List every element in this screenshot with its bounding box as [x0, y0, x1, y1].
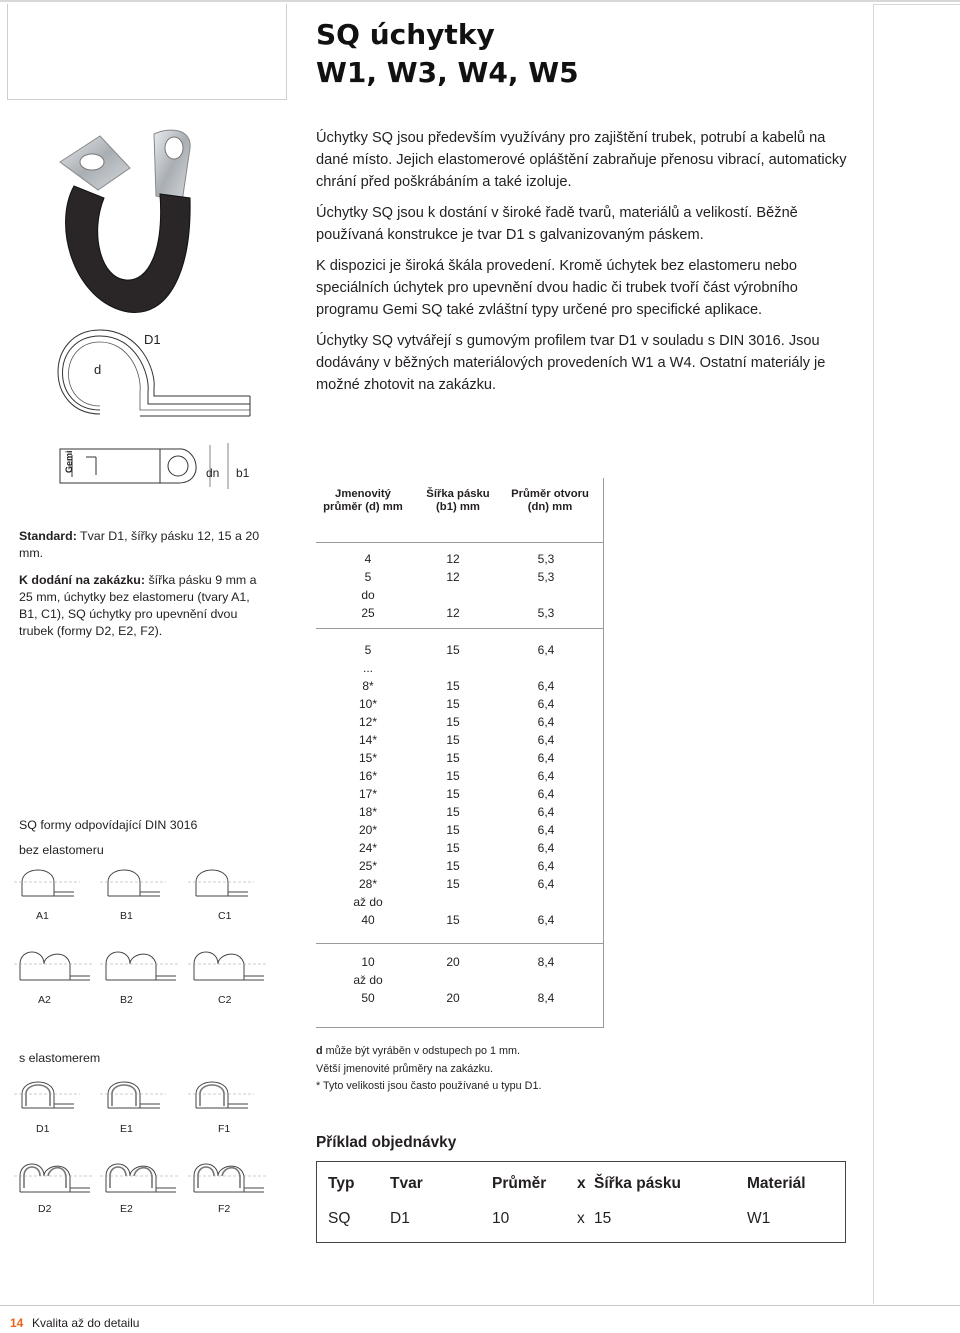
with-elastomer-title: s elastomerem: [19, 1051, 101, 1065]
form-shape-c1: [188, 864, 254, 904]
order-value-x: x: [577, 1210, 585, 1227]
label-d: d: [94, 362, 102, 377]
standard-text: Tvar D1, šířky pásku 12, 15 a 20 mm.: [19, 529, 260, 560]
side-notes: [19, 528, 271, 650]
order-header-band-width: Šířka pásku: [594, 1175, 682, 1192]
footnote-1-text: může být vyráběn v odstupech po 1 mm.: [322, 1045, 521, 1057]
table-cell-band-width: 15: [446, 733, 460, 747]
table-cell-diameter: 4: [364, 552, 372, 566]
form-label-a2: A2: [38, 994, 51, 1006]
form-shape-a2: [14, 946, 94, 986]
standard-note: [19, 528, 271, 562]
table-cell-diameter: 28*: [358, 877, 378, 891]
table-cell-hole: 6,4: [537, 805, 555, 819]
form-label-d1: D1: [36, 1123, 50, 1135]
label-d1: D1: [144, 332, 161, 347]
order-value-material: W1: [747, 1210, 771, 1227]
custom-text: šířka pásku 9 mm a 25 mm, úchytky bez elastomeru (tvary A1, B1, C1), SQ úchytky pro upevnění dvou trubek (formy D2, E2, F2).: [19, 573, 257, 638]
table-cell-diameter: 20*: [358, 823, 378, 837]
table-cell-band-width: 15: [446, 787, 460, 801]
title-left-box: [7, 4, 287, 100]
order-header-shape: Tvar: [390, 1175, 423, 1192]
table-group-rule-2: [316, 943, 604, 944]
custom-note: [19, 572, 271, 640]
form-shape-b1: [100, 864, 166, 904]
order-value-shape: D1: [390, 1210, 410, 1227]
table-cell-hole: 5,3: [537, 570, 555, 584]
table-cell-hole: 6,4: [537, 643, 555, 657]
order-example-title: Příklad objednávky: [316, 1134, 457, 1151]
table-cell-diameter: 5: [364, 570, 372, 584]
table-cell-hole: 6,4: [537, 823, 555, 837]
footer-rule: [0, 1305, 960, 1306]
form-label-a1: A1: [36, 910, 49, 922]
footnote-2: Větší jmenovité průměry na zakázku.: [316, 1062, 494, 1075]
table-cell-band-width: 15: [446, 805, 460, 819]
table-cell-diameter: 17*: [358, 787, 378, 801]
form-shape-d1: [14, 1076, 80, 1116]
order-header-material: Materiál: [747, 1175, 806, 1192]
table-cell-hole: 5,3: [537, 552, 555, 566]
title-line-1: SQ úchytky: [316, 18, 495, 51]
order-example-box: [316, 1161, 846, 1243]
page-number: 14: [10, 1316, 24, 1330]
intro-text: [316, 127, 856, 405]
table-cell-diameter: 25*: [358, 859, 378, 873]
table-cell-diameter: 12*: [358, 715, 378, 729]
table-cell-hole: 8,4: [537, 991, 555, 1005]
intro-paragraph-2: Úchytky SQ jsou k dostání v široké řadě tvarů, materiálů a velikostí. Běžně používaná konstrukce je tvar D1 s galvanizovaným páskem.: [316, 205, 798, 243]
order-value-band-width: 15: [594, 1210, 612, 1227]
table-cell-diameter: 15*: [358, 751, 378, 765]
table-cell-hole: 6,4: [537, 913, 555, 927]
table-cell-hole: 6,4: [537, 751, 555, 765]
intro-paragraph-4: Úchytky SQ vytvářejí s gumovým profilem tvar D1 v souladu s DIN 3016. Jsou dodávány v běžných materiálových provedeních W1 a W4. Ostatní materiály je možné zhotovit na zakázku.: [316, 333, 826, 393]
right-frame-line: [873, 4, 874, 1304]
right-frame-top: [873, 4, 960, 5]
table-cell-band-width: 15: [446, 751, 460, 765]
forms-title: SQ formy odpovídající DIN 3016: [19, 818, 198, 832]
table-cell-band-width: 15: [446, 841, 460, 855]
table-cell-band-width: 12: [446, 606, 460, 620]
footnote-3: * Tyto velikosti jsou často používané u typu D1.: [316, 1080, 542, 1092]
table-cell-diameter: 16*: [358, 769, 378, 783]
form-shape-e1: [100, 1076, 166, 1116]
form-label-e1: E1: [120, 1123, 133, 1135]
custom-label: K dodání na zakázku:: [19, 573, 145, 587]
table-cell-diameter: 14*: [358, 733, 378, 747]
footer-text: Kvalita až do detailu: [32, 1316, 140, 1330]
table-cell-diameter: 10*: [358, 697, 378, 711]
order-value-diameter: 10: [492, 1210, 510, 1227]
table-cell-diameter: 10: [361, 955, 375, 969]
table-cell-diameter: 40: [361, 913, 375, 927]
table-cell-band-width: 12: [446, 570, 460, 584]
order-header-diameter: Průměr: [492, 1175, 547, 1192]
top-border: [0, 0, 960, 2]
table-cell-band-width: 15: [446, 715, 460, 729]
table-cell-band-width: 15: [446, 913, 460, 927]
table-cell-band-width: 20: [446, 955, 460, 969]
table-cell-hole: 6,4: [537, 769, 555, 783]
table-cell-hole: 6,4: [537, 679, 555, 693]
form-shape-a1: [14, 864, 80, 904]
footnote-1-bold: d: [316, 1045, 323, 1057]
header-band-width: Šířka pásku (b1) mm: [426, 488, 490, 513]
form-shape-b2: [100, 946, 180, 986]
band-top-view-drawing: [56, 443, 256, 489]
label-dn: dn: [206, 466, 220, 480]
table-cell-diameter: 5: [364, 643, 372, 657]
form-label-f1: F1: [218, 1123, 231, 1135]
order-header-type: Typ: [328, 1175, 355, 1192]
table-cell-hole: 6,4: [537, 697, 555, 711]
table-cell-diameter: až do: [353, 973, 383, 987]
form-shape-f2: [188, 1158, 268, 1198]
table-cell-diameter: do: [361, 588, 375, 602]
table-cell-diameter: 24*: [358, 841, 378, 855]
table-cell-hole: 6,4: [537, 787, 555, 801]
table-cell-band-width: 15: [446, 697, 460, 711]
table-cell-band-width: 20: [446, 991, 460, 1005]
table-cell-diameter: 18*: [358, 805, 378, 819]
header-nominal-diameter: Jmenovitý průměr (d) mm: [323, 488, 403, 513]
table-cell-diameter: ...: [362, 661, 373, 675]
intro-paragraph-3: K dispozici je široká škála provedení. Kromě úchytek bez elastomeru nebo speciálních úchytek pro upevnění dvou hadic či trubek tvoří část výrobního programu Gemi SQ také zvláštní typy určené pro specifické aplikace.: [316, 258, 798, 318]
dimensions-table: [316, 478, 604, 1028]
table-group-rule-1: [316, 628, 604, 629]
form-shape-d2: [14, 1158, 94, 1198]
standard-label: Standard:: [19, 529, 77, 543]
table-cell-hole: 6,4: [537, 859, 555, 873]
band-logo: Gemi: [64, 450, 74, 473]
table-cell-hole: 6,4: [537, 733, 555, 747]
table-cell-band-width: 15: [446, 823, 460, 837]
order-header-x: x: [577, 1175, 586, 1192]
form-shape-c2: [188, 946, 268, 986]
table-cell-hole: 6,4: [537, 877, 555, 891]
form-label-f2: F2: [218, 1203, 231, 1215]
title-line-2: W1, W3, W4, W5: [316, 56, 579, 89]
intro-paragraph-1: Úchytky SQ jsou především využívány pro zajištění trubek, potrubí a kabelů na dané místo. Jejich elastomerové opláštění zabraňuje přenosu vibrací, automaticky chrání před poškrábáním a také izoluje.: [316, 130, 847, 190]
form-label-c2: C2: [218, 994, 232, 1006]
clamp-photo: [40, 122, 270, 332]
order-value-type: SQ: [328, 1210, 351, 1227]
table-cell-hole: 8,4: [537, 955, 555, 969]
footnote-1: [316, 1043, 856, 1061]
table-cell-band-width: 15: [446, 643, 460, 657]
table-cell-band-width: 15: [446, 679, 460, 693]
form-label-b1: B1: [120, 910, 133, 922]
page-title: [316, 16, 579, 92]
form-shape-f1: [188, 1076, 254, 1116]
footnotes: [316, 1043, 856, 1096]
table-cell-diameter: 50: [361, 991, 375, 1005]
form-label-d2: D2: [38, 1203, 52, 1215]
without-elastomer-title: bez elastomeru: [19, 843, 104, 857]
table-cell-band-width: 15: [446, 769, 460, 783]
table-cell-hole: 5,3: [537, 606, 555, 620]
table-cell-hole: 6,4: [537, 715, 555, 729]
table-cell-band-width: 15: [446, 859, 460, 873]
form-shape-e2: [100, 1158, 180, 1198]
form-label-e2: E2: [120, 1203, 133, 1215]
table-header-rule: [316, 542, 604, 543]
header-hole-diameter: Průměr otvoru (dn) mm: [511, 488, 589, 513]
table-cell-diameter: až do: [353, 895, 383, 909]
table-cell-hole: 6,4: [537, 841, 555, 855]
table-cell-band-width: 15: [446, 877, 460, 891]
form-label-b2: B2: [120, 994, 133, 1006]
table-cell-diameter: 25: [361, 606, 375, 620]
form-label-c1: C1: [218, 910, 232, 922]
label-b1: b1: [236, 466, 250, 480]
d1-profile-drawing: [40, 322, 280, 422]
table-cell-band-width: 12: [446, 552, 460, 566]
table-cell-diameter: 8*: [362, 679, 374, 693]
